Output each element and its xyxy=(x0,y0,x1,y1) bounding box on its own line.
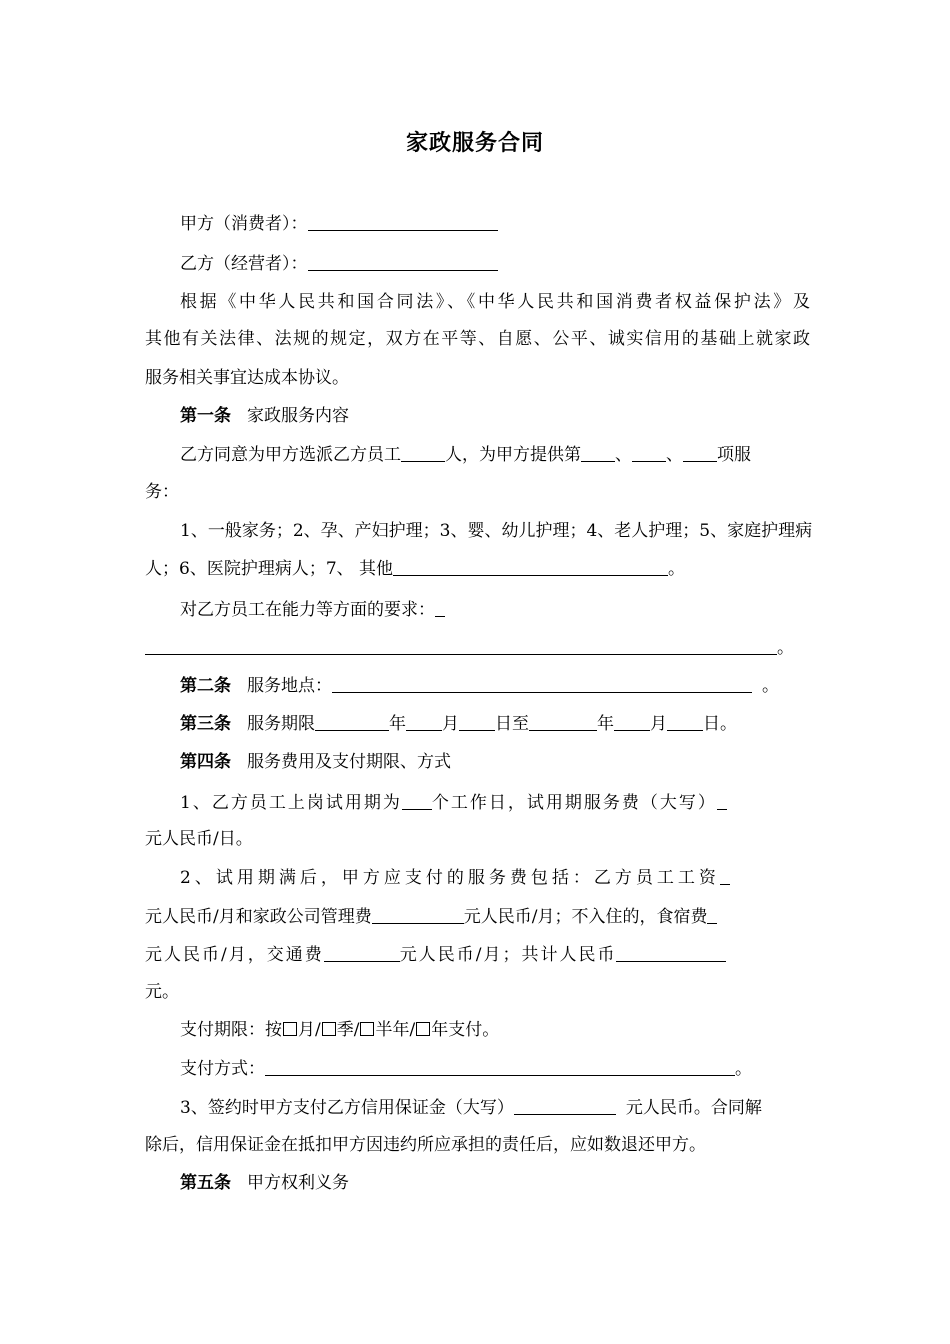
party-a-label: 甲方（消费者）： xyxy=(180,214,308,234)
year-label: 年 xyxy=(389,714,406,734)
service-item-blank-2[interactable] xyxy=(632,443,666,462)
mgmt-fee-text: 元人民币/月和家政公司管理费 xyxy=(145,907,372,927)
article-5-title: 甲方权利义务 xyxy=(247,1173,349,1193)
day-end-label: 日。 xyxy=(703,714,737,734)
separator: 、 xyxy=(615,445,632,465)
article-4-p2-line-4: 元。 xyxy=(145,982,179,1002)
article-4-p2-line-2 xyxy=(145,905,810,928)
article-5-heading xyxy=(180,1172,810,1194)
total-text: 元人民币/月；共计人民币 xyxy=(399,945,617,965)
party-b-line xyxy=(180,252,810,275)
article-4-p2-line-3 xyxy=(145,943,810,966)
service-location-blank[interactable] xyxy=(332,674,752,693)
requirement-blank[interactable] xyxy=(145,636,777,655)
service-items-line-2 xyxy=(145,557,810,580)
deposit-blank[interactable] xyxy=(514,1096,616,1115)
month-label: 月 xyxy=(442,714,459,734)
half-year-checkbox[interactable] xyxy=(360,1022,374,1036)
probation-text-b: 个工作日，试用期服务费（大写） xyxy=(431,793,717,813)
year-label: 年 xyxy=(597,714,614,734)
month-label: 月 xyxy=(650,714,667,734)
payment-method-line xyxy=(180,1057,810,1080)
article-4-p3-line-1 xyxy=(180,1096,810,1119)
payment-method-label: 支付方式： xyxy=(180,1059,265,1079)
end-year-blank[interactable] xyxy=(529,712,597,731)
end-day-blank[interactable] xyxy=(667,712,703,731)
quarter-checkbox[interactable] xyxy=(322,1022,336,1036)
requirement-label: 对乙方员工在能力等方面的要求： xyxy=(180,600,435,620)
preamble-line-3: 服务相关事宜达成本协议。 xyxy=(145,368,349,388)
service-item-blank-1[interactable] xyxy=(581,443,615,462)
service-items-line-1: 1、一般家务；2、孕、产妇护理；3、婴、幼儿护理；4、老人护理；5、家庭护理病 xyxy=(180,521,813,541)
quarter-option: 季/ xyxy=(336,1020,360,1040)
probation-days-blank[interactable] xyxy=(402,791,432,810)
half-year-option: 半年/ xyxy=(375,1020,416,1040)
period: 。 xyxy=(762,676,779,696)
period: 。 xyxy=(668,559,686,579)
document-title: 家政服务合同 xyxy=(405,130,544,156)
probation-text-a: 1、乙方员工上岗试用期为 xyxy=(180,793,402,813)
article-3 xyxy=(180,712,810,735)
service-item-blank-3[interactable] xyxy=(683,443,717,462)
article-1-line-1 xyxy=(180,443,810,466)
payment-term-line xyxy=(180,1019,810,1041)
year-option: 年支付。 xyxy=(431,1020,500,1040)
month-option: 月/ xyxy=(298,1020,321,1040)
party-b-label: 乙方（经营者）： xyxy=(180,254,308,274)
day-to-label: 日至 xyxy=(495,714,529,734)
article-1-title: 家政服务内容 xyxy=(247,406,349,426)
article-1-text-a: 乙方同意为甲方选派乙方员工 xyxy=(180,445,401,465)
party-b-blank[interactable] xyxy=(308,252,498,271)
transport-fee-text: 元人民币/月，交通费 xyxy=(145,945,324,965)
service-location-label: 服务地点： xyxy=(247,676,332,696)
service-term-label: 服务期限 xyxy=(247,714,315,734)
requirement-line xyxy=(180,598,810,621)
article-4-heading xyxy=(180,751,810,773)
month-checkbox[interactable] xyxy=(283,1022,297,1036)
article-2-label: 第二条 xyxy=(180,676,231,696)
mgmt-fee-blank[interactable] xyxy=(372,905,464,924)
article-5-label: 第五条 xyxy=(180,1173,231,1193)
article-4-p1-line-2: 元人民币/日。 xyxy=(145,829,253,849)
requirement-blank-start[interactable] xyxy=(435,598,445,617)
preamble-line-2: 其他有关法律、法规的规定，双方在平等、自愿、公平、诚实信用的基础上就家政 xyxy=(145,329,810,349)
staff-count-blank[interactable] xyxy=(401,443,445,462)
period: 。 xyxy=(777,638,794,658)
total-blank[interactable] xyxy=(616,943,726,962)
article-1-text-c: 项服 xyxy=(717,445,751,465)
deposit-text-b: 元人民币。合同解 xyxy=(625,1098,762,1118)
board-fee-text: 元人民币/月；不入住的，食宿费 xyxy=(463,907,708,927)
party-a-line xyxy=(180,212,810,235)
requirement-line-2 xyxy=(145,636,810,659)
wage-blank[interactable] xyxy=(720,866,730,885)
service-items-text: 人；6、医院护理病人；7、 其他 xyxy=(145,559,394,579)
article-3-label: 第三条 xyxy=(180,714,231,734)
payment-method-blank[interactable] xyxy=(265,1057,735,1076)
preamble-line-1: 根据《中华人民共和国合同法》、《中华人民共和国消费者权益保护法》及 xyxy=(180,292,810,312)
party-a-blank[interactable] xyxy=(308,212,498,231)
period: 。 xyxy=(735,1059,752,1079)
end-month-blank[interactable] xyxy=(614,712,650,731)
article-2 xyxy=(180,674,810,697)
article-1-label: 第一条 xyxy=(180,406,231,426)
article-4-title: 服务费用及支付期限、方式 xyxy=(247,752,451,772)
start-year-blank[interactable] xyxy=(315,712,389,731)
probation-fee-blank[interactable] xyxy=(717,791,727,810)
article-4-label: 第四条 xyxy=(180,752,231,772)
article-1-heading xyxy=(180,405,810,427)
year-checkbox[interactable] xyxy=(416,1022,430,1036)
transport-fee-blank[interactable] xyxy=(324,943,400,962)
article-4-p3-line-2: 除后，信用保证金在抵扣甲方因违约所应承担的责任后，应如数退还甲方。 xyxy=(145,1135,706,1155)
article-4-p1-line-1 xyxy=(180,791,810,814)
start-day-blank[interactable] xyxy=(459,712,495,731)
article-1-line-2: 务： xyxy=(145,482,179,502)
start-month-blank[interactable] xyxy=(406,712,442,731)
other-service-blank[interactable] xyxy=(393,557,668,576)
article-1-text-b: 人，为甲方提供第 xyxy=(445,445,581,465)
deposit-text-a: 3、签约时甲方支付乙方信用保证金（大写） xyxy=(180,1098,514,1118)
separator: 、 xyxy=(666,445,683,465)
wage-text: 2、试用期满后，甲方应支付的服务费包括：乙方员工工资 xyxy=(180,868,720,888)
payment-term-label: 支付期限：按 xyxy=(180,1020,282,1040)
board-fee-blank[interactable] xyxy=(707,905,717,924)
article-4-p2-line-1 xyxy=(180,866,810,889)
